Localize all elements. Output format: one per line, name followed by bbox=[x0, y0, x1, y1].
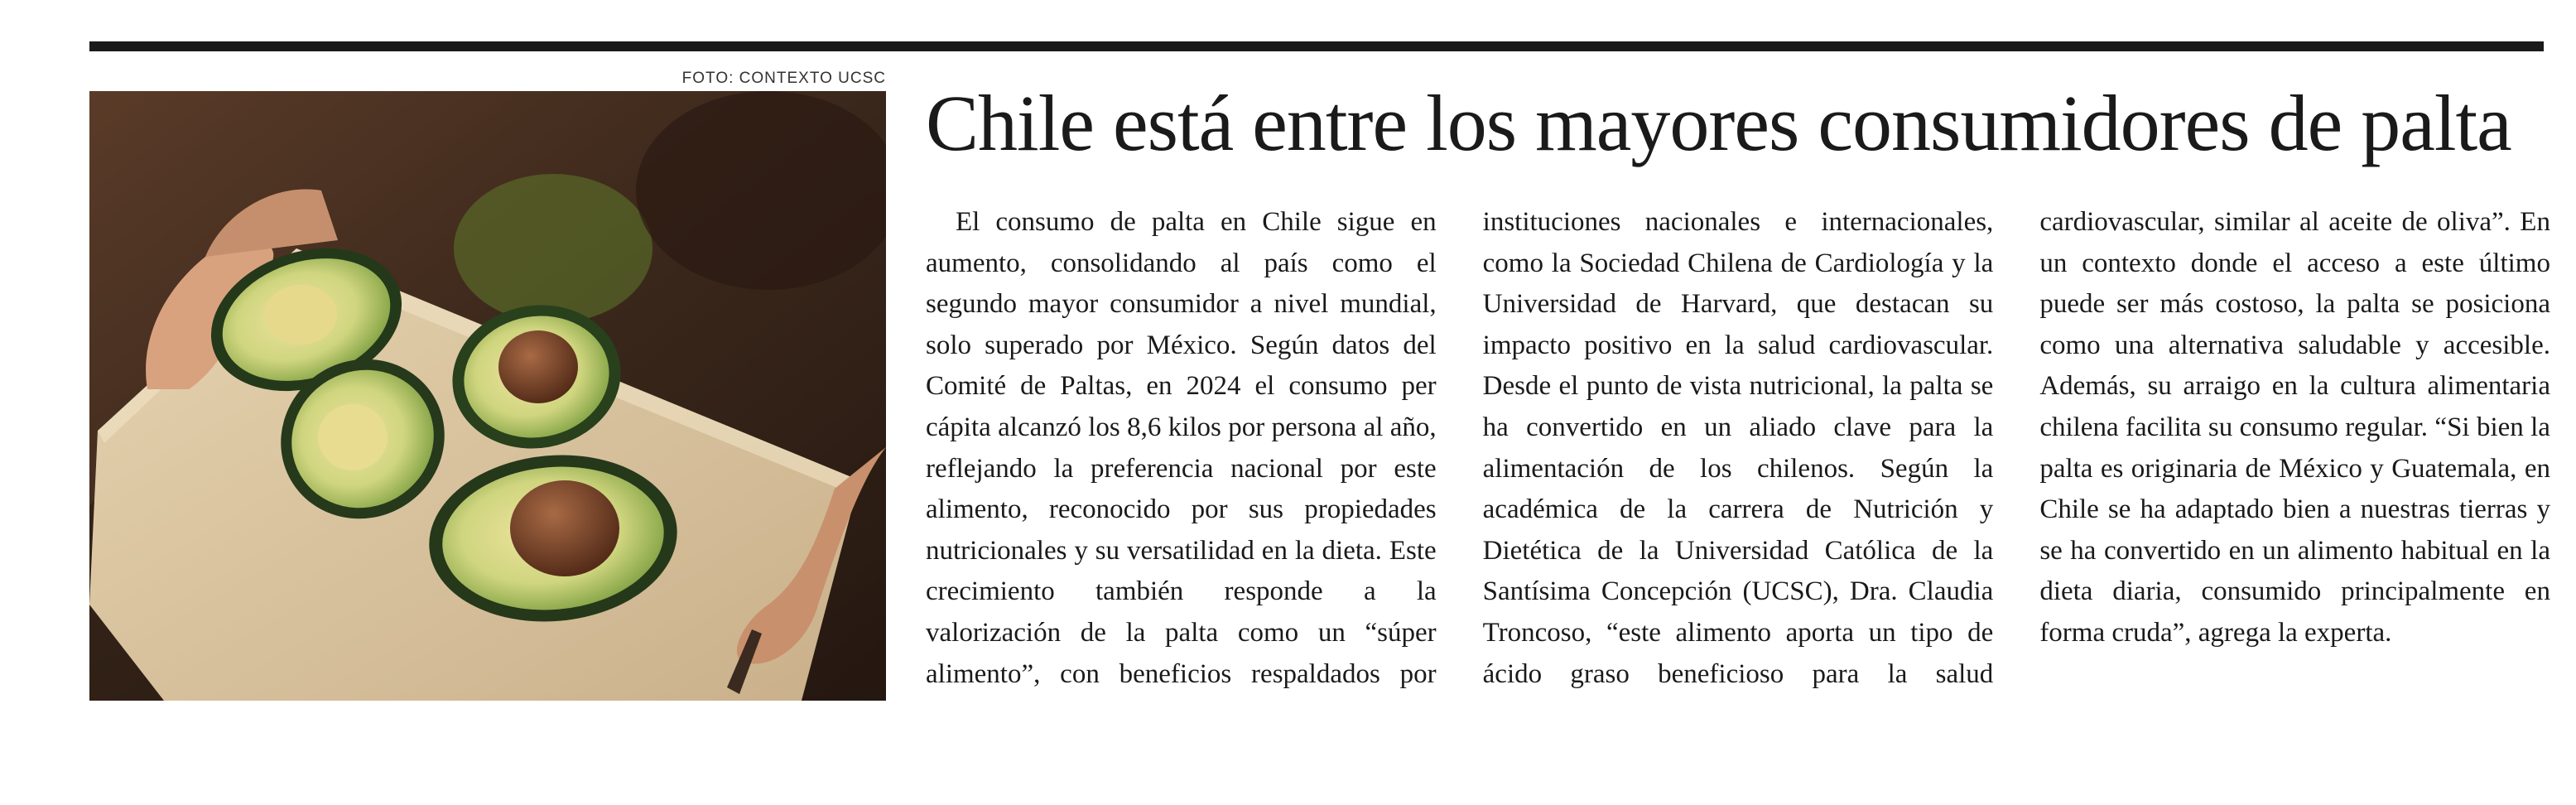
article-body-text: El consumo de palta en Chile sigue en aumento, consolidando al país como el segundo mayor consumidor a nivel mundial, solo superado por México. Según datos del Comité de Paltas, en 2024 el consumo per cápita alcanzó los 8,6 kilos por persona al año, reflejando la preferencia nacional por este alimento, reconocido por sus propiedades nutricionales y su versatilidad en la dieta. Este crecimiento también responde a la valorización de la palta como un “súper alimento”, con beneficios respaldados por instituciones nacionales e internacionales, como la Sociedad Chilena de Cardiología y la Universidad de Harvard, que destacan su impacto positivo en la salud cardiovascular. Desde el punto de vista nutricional, la palta se ha convertido en un aliado clave para la alimentación de los chilenos. Según la académica de la carrera de Nutrición y Dietética de la Universidad Católica de la Santísima Concepción (UCSC), Dra. Claudia Troncoso, “este alimento aporta un tipo de ácido graso beneficioso para la salud cardiovascular, similar al aceite de oliva”. En un contexto donde el acceso a este último puede ser más costoso, la palta se posiciona como una alternativa saludable y accesible. Además, su arraigo en la cultura alimentaria chilena facilita su consumo regular. “Si bien la palta es originaria de México y Guatemala, en Chile se ha adaptado bien a nuestras tierras y se ha convertido en un alimento habitual en la dieta diaria, consumido principalmente en forma cruda”, agrega la experta. bbox=[926, 207, 2550, 689]
photo-credit: FOTO: CONTEXTO UCSC bbox=[681, 70, 886, 87]
headline: Chile está entre los mayores consumidores de palta bbox=[926, 79, 2511, 167]
avocado-photo bbox=[89, 91, 886, 701]
article-body bbox=[926, 202, 2550, 707]
top-rule bbox=[89, 41, 2544, 51]
